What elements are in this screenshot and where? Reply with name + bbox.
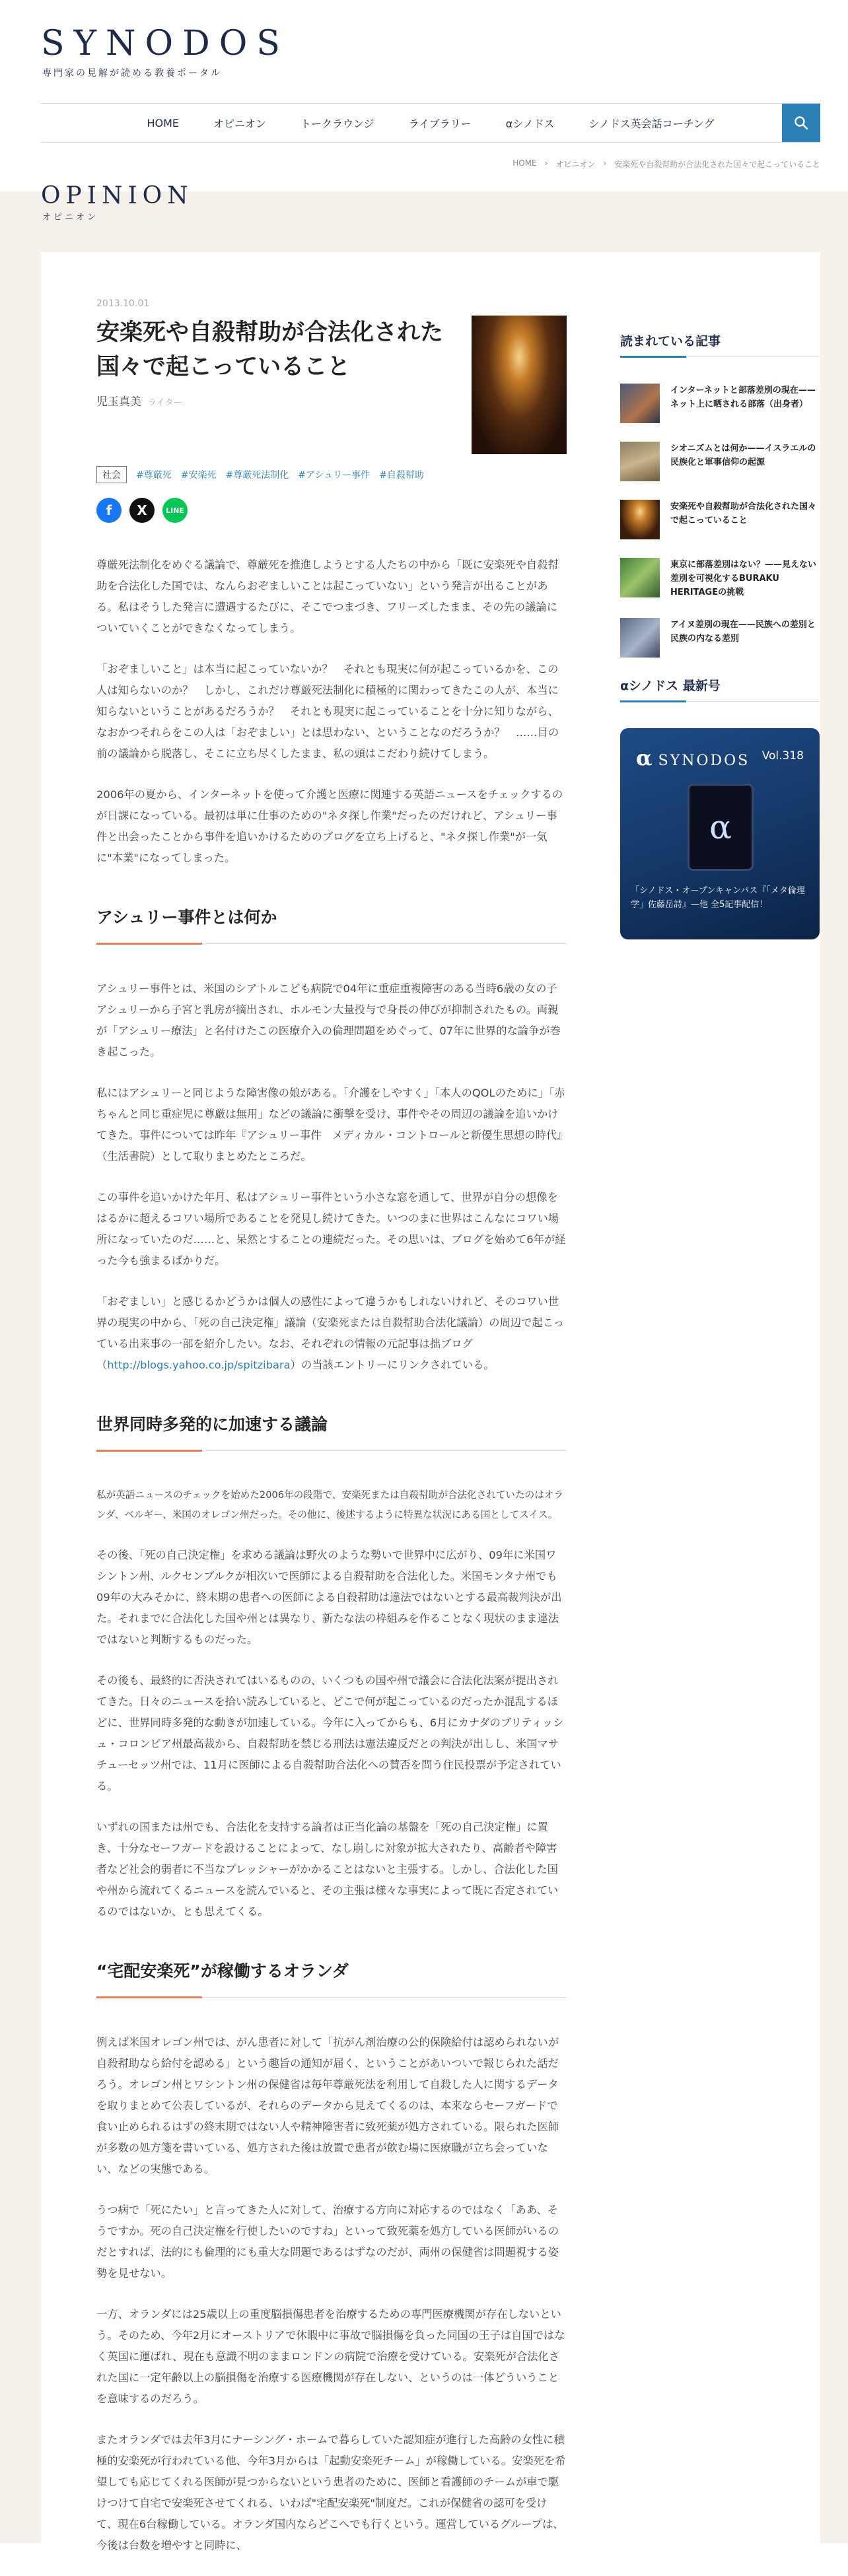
popular-thumbnail: [620, 384, 660, 423]
popular-thumbnail: [620, 500, 660, 539]
site-tagline: 専門家の見解が読める教養ポータル: [42, 68, 222, 79]
search-icon: [793, 115, 809, 131]
latest-issue-heading: αシノドス 最新号: [620, 676, 820, 702]
tablet-icon: [688, 784, 754, 871]
x-share-button[interactable]: X: [129, 498, 155, 523]
popular-title: 東京に部落差別はない？——見えない差別を可視化するBURAKU HERITAGEの挑戦: [670, 560, 817, 597]
breadcrumb-home[interactable]: HOME: [512, 158, 537, 168]
paragraph: その後、「死の自己決定権」を求める議論は野火のような勢いで世界中に広がり、09年に米国ワシントン州、ルクセンブルクが相次いで医師による自殺幇助を合法化した。米国モンタナ州でも09年の大みそかに、終末期の患者への医師による自殺幇助は違法ではないとする最高裁判決が出た。それまでに合法化した国や州とは異なり、新たな法の枠組みを作ることなく現状のまま違法ではないと判断するものだった。: [96, 1549, 562, 1646]
paragraph: 尊厳死法制化をめぐる議論で、尊厳死を推進しようとする人たちの中から「既に安楽死や自殺幇助を合法化した国では、なんらおぞましいことは起こっていない」という発言が出ることがある。私はそうした発言に遭遇するたびに、そこでつまづき、フリーズしたまま、その先の議論についていくことができなくなってしまう。: [96, 559, 559, 634]
section-heading: 世界同時多発的に加速する議論: [96, 1411, 567, 1451]
tag-link[interactable]: #自殺幇助: [379, 470, 424, 481]
paragraph: 例えば米国オレゴン州では、がん患者に対して「抗がん剤治療の公的保険給付は認められないが自殺幇助なら給付を認める」という趣旨の通知が届く、ということがあいついで報じられた話だろう。オレゴン州とワシントン州の保健省は毎年尊厳死法を利用して自殺した人に関するデータを取りまとめて公表しているが、それらのデータから見えてくるのは、本来ならセーフガードで食い止められるはずの終末期ではない人や精神障害者に致死薬が処方されている。限られた医師が多数の処方箋を書いている、処方された後は放置で患者が飲む場に医療職が立ち会っていない、などの実態である。: [96, 2036, 559, 2175]
article-header: [96, 316, 567, 456]
popular-item[interactable]: [620, 558, 820, 599]
paragraph: 私にはアシュリーと同じような障害像の娘がある。「介護をしやすく」「本人のQOLのために」「赤ちゃんと同じ重症児に尊厳は無用」などの議論に衝撃を受け、事件やその周辺の議論を追いかけてきた。事件については昨年『アシュリー事件 メディカル・コントロールと新優生思想の時代』（生活書院）として取りまとめたところだ。: [96, 1087, 565, 1163]
blog-link[interactable]: http://blogs.yahoo.co.jp/spitzibara: [107, 1359, 291, 1371]
nav-item-talk-lounge[interactable]: トークラウンジ: [300, 117, 374, 130]
paragraph-text: ）の当該エントリーにリンクされている。: [290, 1359, 495, 1371]
section-title: OPINION: [41, 182, 194, 209]
popular-thumbnail: [620, 558, 660, 597]
article-date: 2013.10.01: [96, 298, 150, 309]
paragraph: 私が英語ニュースのチェックを始めた2006年の段階で、安楽死または自殺幇助が合法化されていたのはオランダ、ベルギー、米国のオレゴン州だった。その他に、後述するように特異な状況にある国としてスイス。: [96, 1489, 563, 1520]
paragraph: その後も、最終的に否決されてはいるものの、いくつもの国や州で議会に合法化法案が提出されてきた。日々のニュースを拾い読みしていると、どこで何が起こっているのだったか混乱するほどに、世界同時多発的な動きが加速している。今年に入ってからも、6月にカナダのブリティッシュ・コロンビア州最高裁から、自殺幇助を禁じる刑法は憲法違反だとの判決が出しし、米国マサチューセッツ州では、11月に医師による自殺幇助合法化への賛否を問う住民投票が予定されている。: [96, 1674, 564, 1792]
section-heading: “宅配安楽死”が稼働するオランダ: [96, 1958, 567, 1998]
tablet-alpha-icon: α: [709, 808, 732, 846]
popular-thumbnail: [620, 442, 660, 481]
breadcrumb-opinion[interactable]: オピニオン: [555, 160, 596, 169]
paragraph: うつ病で「死にたい」と言ってきた人に対して、治療する方向に対応するのではなく「ああ、そうですか。死の自己決定権を行使したいのですね」といって致死薬を処方している医師がいるのだとすれば、法的にも倫理的にも重大な問題であるはずなのだが、両州の保健省は問題視する姿勢を見せない。: [96, 2204, 559, 2280]
nav-item-english-coaching[interactable]: シノドス英会話コーチング: [588, 117, 715, 130]
tag-list: [96, 466, 567, 483]
section-heading: アシュリー事件とは何か: [96, 904, 567, 944]
popular-list: [620, 384, 820, 658]
paragraph: アシュリー事件とは、米国のシアトルこども病院で04年に重症重複障害のある当時6歳の女の子アシュリーから子宮と乳房が摘出され、ホルモン大量投与で身長の伸びが抑制されたもの。両親が「アシュリー療法」と名付けたこの医療介入の倫理問題をめぐって、07年に世界的な論争が巻き起こった。: [96, 982, 561, 1058]
nav-item-home[interactable]: HOME: [147, 116, 180, 129]
magazine-title: [636, 745, 750, 770]
breadcrumb: [512, 158, 820, 170]
paragraph: この事件を追いかけた年月、私はアシュリー事件という小さな窓を通して、世界が自分の想像をはるかに超えるコワい場所であることを発見し続けてきた。いつのまに世界はこんなにコワい場所になっていたのだ……と、呆然とすることの連続だった。その思いは、ブログを始めて6年が経った今も強まるばかりだ。: [96, 1191, 566, 1267]
article-body: [96, 555, 567, 2556]
section-subtitle: オピニオン: [42, 213, 99, 222]
search-button[interactable]: [782, 104, 820, 142]
nav-item-library[interactable]: ライブラリー: [408, 117, 472, 130]
popular-title: シオニズムとは何か——イスラエルの民族化と軍事信仰の起源: [670, 444, 816, 467]
popular-item[interactable]: [620, 384, 820, 423]
paragraph: [96, 1291, 567, 1376]
nav-item-alpha-synodos[interactable]: αシノドス: [505, 117, 555, 130]
paragraph: 「おぞましいこと」は本当に起こっていないか？ それとも現実に何が起こっているかを、この人は知らないのか？ しかし、これだけ尊厳死法制化に積極的に関わってきたこの人が、本当に知らないということがあるだろうか？ それとも現実に起こっていることを十分に知りながら、なおかつそれらをこの人は「おぞましい」とは思わない、ということなのだろうか？ ……目の前の議論から脱落し、そこに立ち尽くしたまま、私の頭はこだわり続けてしまう。: [96, 663, 559, 760]
article-title: 安楽死や自殺幇助が合法化された国々で起こっていること: [96, 320, 444, 380]
breadcrumb-separator: ›: [603, 158, 607, 168]
magazine-volume: Vol.318: [761, 749, 804, 763]
tag-link[interactable]: #尊厳死法制化: [225, 470, 289, 481]
alpha-mark: α: [636, 745, 654, 770]
popular-item[interactable]: [620, 500, 820, 539]
main-nav: [41, 103, 820, 143]
breadcrumb-separator: ›: [544, 158, 548, 168]
popular-title: アイヌ差別の現在——民族への差別と民族の内なる差別: [670, 620, 816, 644]
author-role: ライター: [148, 398, 182, 408]
magazine-description: 「シノドス・オープンキャンパス『「メタ倫理学」佐藤岳詩』—他 全5記事配信！: [631, 886, 805, 910]
popular-thumbnail: [620, 618, 660, 658]
breadcrumb-current: 安楽死や自殺幇助が合法化された国々で起こっていること: [614, 160, 820, 169]
paragraph: またオランダでは去年3月にナーシング・ホームで暮らしていた認知症が進行した高齢の女性に積極的安楽死が行われている他、今年3月からは「起動安楽死チーム」が稼働している。安楽死を希望しても応じてくれる医師が見つからないという患者のために、医師と看護師のチームが車で駆けつけて自宅で安楽死させてくれる、いわば"宅配安楽死"制度だ。これが保健省の認可を受けて、現在6台稼働している。オランダ国内ならどこへでも行くという。運営しているグループは、今後は台数を増やすと同時に、: [96, 2433, 566, 2552]
category-badge[interactable]: 社会: [96, 466, 127, 483]
author-name[interactable]: 児玉真美: [96, 395, 141, 409]
magazine-name: SYNODOS: [658, 753, 750, 769]
paragraph: 2006年の夏から、インターネットを使って介護と医療に関連する英語ニュースをチェックするのが日課になっている。最初は単に仕事のための"ネタ探し作業"だったのだけれど、アシュリー事件と出会ったことから事件を追いかけるためのブログを立ち上げると、"ネタ探し作業"が一気に"本業"になってしまった。: [96, 788, 563, 864]
site-logo[interactable]: SYNODOS: [41, 24, 290, 63]
paragraph: 一方、オランダには25歳以上の重度脳損傷患者を治療するための専門医療機関が存在しないという。そのため、今年2月にオーストリアで休暇中に事故で脳損傷を負った同国の王子は自国ではなく英国に運ばれ、現在も意識不明のままロンドンの病院で治療を受けている。安楽死が合法化された国に一定年齢以上の脳損傷を治療する医療機関が存在しない、というのは一体どういうことを意味するのだろう。: [96, 2308, 565, 2405]
nav-item-opinion[interactable]: オピニオン: [213, 117, 267, 130]
article-thumbnail: [472, 316, 567, 454]
latest-issue-banner[interactable]: [620, 728, 820, 939]
content-area: [41, 252, 820, 2552]
popular-item[interactable]: [620, 618, 820, 658]
article: [96, 298, 567, 2576]
tag-link[interactable]: #安楽死: [180, 470, 217, 481]
site-header: [0, 0, 848, 152]
popular-title: 安楽死や自殺幇助が合法化された国々で起こっていること: [670, 502, 817, 525]
tag-link[interactable]: #アシュリー事件: [298, 470, 371, 481]
facebook-share-button[interactable]: f: [96, 498, 122, 523]
line-share-button[interactable]: LINE: [162, 498, 188, 523]
popular-heading: 読まれている記事: [620, 331, 820, 357]
sidebar: [620, 331, 820, 939]
paragraph: いずれの国または州でも、合法化を支持する論者は正当化論の基盤を「死の自己決定権」に置き、十分なセーフガードを設けることによって、なし崩しに対象が拡大されたり、高齢者や障害者など社会的弱者に不当なプレッシャーがかかることはないと主張する。しかし、合法化した国や州から流れてくるニュースを読んでいると、その主張は様々な事実によって既に否定されているのではないか、とも思えてくる。: [96, 1821, 559, 1918]
popular-title: インターネットと部落差別の現在——ネット上に晒される部落（出身者）: [670, 386, 816, 409]
tag-link[interactable]: #尊厳死: [136, 470, 172, 481]
popular-item[interactable]: [620, 442, 820, 481]
share-buttons: [96, 498, 567, 523]
paragraph-text: 「おぞましい」と感じるかどうかは個人の感性によって違うかもしれないけれど、そのコワい世界の現実の中から、「死の自己決定権」議論（安楽死または自殺幇助合法化議論）の周辺で起こっている出来事の一部を紹介したい。なお、それぞれの情報の元記事は拙ブログ（: [96, 1295, 564, 1371]
